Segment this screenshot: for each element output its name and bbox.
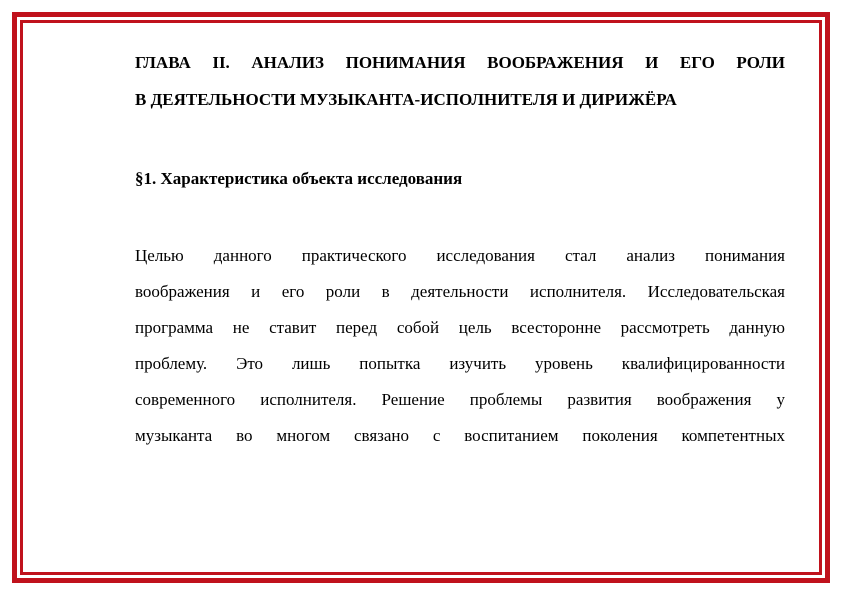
slide-content [135,44,785,445]
chapter-heading [135,44,785,118]
section-title: §1. Характеристика объекта исследования [135,169,463,188]
paragraph-line: современного исполнителя. Решение проблемы развития воображения у [135,390,785,409]
paragraph-line: Целью данного практического исследования стал анализ понимания [135,246,785,265]
paragraph-line: проблему. Это лишь попытка изучить уровень квалифицированности [135,354,785,373]
body-paragraph [135,238,785,454]
paragraph-line: музыканта во многом связано с воспитанием поколения компетентных [135,426,785,445]
paragraph-line: программа не ставит перед собой цель всесторонне рассмотреть данную [135,318,785,337]
paragraph-line: воображения и его роли в деятельности исполнителя. Исследовательская [135,282,785,301]
chapter-heading-line-1: ГЛАВА II. АНАЛИЗ ПОНИМАНИЯ ВООБРАЖЕНИЯ И ЕГО РОЛИ [135,53,785,72]
chapter-heading-line-2: В ДЕЯТЕЛЬНОСТИ МУЗЫКАНТА-ИСПОЛНИТЕЛЯ И ДИРИЖЁРА [135,90,677,109]
